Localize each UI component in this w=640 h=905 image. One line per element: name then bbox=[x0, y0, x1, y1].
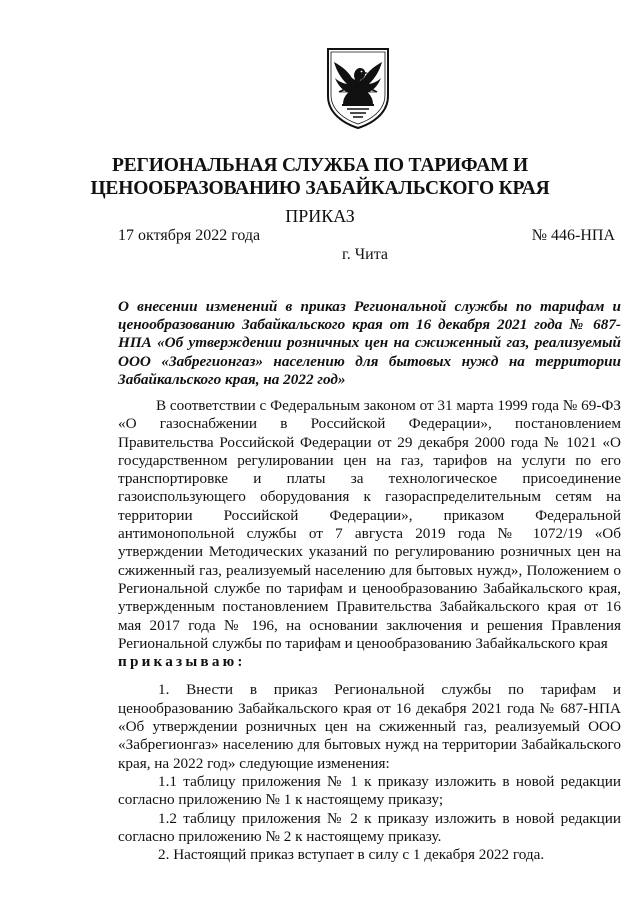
decree-word: приказываю: bbox=[118, 653, 246, 671]
agency-title-line-1: РЕГИОНАЛЬНАЯ СЛУЖБА ПО ТАРИФАМ И bbox=[112, 155, 528, 176]
document-subject: О внесении изменений в приказ Региональной службы по тарифам и ценообразованию Забайкальского края от 16 декабря 2021 года № 687-НПА «Об утверждении розничных цен на сжиженный газ, реализуемый ООО «Забрегионгаз» населению для бытовых нужд на территории Забайкальского края, на 2022 год» bbox=[118, 298, 621, 388]
document-date: 17 октября 2022 года bbox=[118, 227, 261, 244]
item-1-1-paragraph: 1.1 таблицу приложения № 1 к приказу изложить в новой редакции согласно приложению № 1 к настоящему приказу; bbox=[118, 772, 621, 809]
document-number: № 446-НПА bbox=[531, 227, 615, 244]
item-1-paragraph: 1. Внести в приказ Региональной службы по тарифам и ценообразованию Забайкальского края от 16 декабря 2021 года № 687-НПА «Об утверждении розничных цен на сжиженный газ, реализуемый ООО «Забрегионгаз» населению для бытовых нужд на территории Забайкальского края, на 2022 год» следующие изменения: bbox=[118, 681, 621, 772]
document-body bbox=[118, 397, 621, 864]
document-city: г. Чита bbox=[341, 246, 388, 263]
coat-of-arms-icon bbox=[325, 46, 391, 130]
document-type: ПРИКАЗ bbox=[285, 206, 355, 226]
preamble-paragraph: В соответствии с Федеральным законом от 31 марта 1999 года № 69-ФЗ «О газоснабжении в Российской Федерации», постановлением Правительства Российской Федерации от 29 декабря 2000 года № 1021 «О государственном регулировании цен на газ, тарифов на услуги по его транспортировке и платы за технологическое присоединение газоиспользующего оборудования к газораспределительным сетям на территории Российской Федерации», приказом Федеральной антимонопольной службы от 7 августа 2019 года № 1072/19 «Об утверждении Методических указаний по регулированию розничных цен на сжиженный газ, реализуемый населению для бытовых нужд», Положением о Региональной службе по тарифам и ценообразованию Забайкальского края, утвержденным постановлением Правительства Забайкальского края от 16 мая 2017 года № 196, на основании заключения и решения Правления Региональной службы по тарифам и ценообразованию Забайкальского края bbox=[118, 397, 621, 652]
agency-title bbox=[60, 154, 580, 200]
agency-title-line-2: ЦЕНООБРАЗОВАНИЮ ЗАБАЙКАЛЬСКОГО КРАЯ bbox=[90, 178, 550, 199]
item-2-paragraph: 2. Настоящий приказ вступает в силу с 1 декабря 2022 года. bbox=[158, 846, 545, 864]
item-1-2-paragraph: 1.2 таблицу приложения № 2 к приказу изложить в новой редакции согласно приложению № 2 к настоящему приказу. bbox=[118, 809, 621, 845]
